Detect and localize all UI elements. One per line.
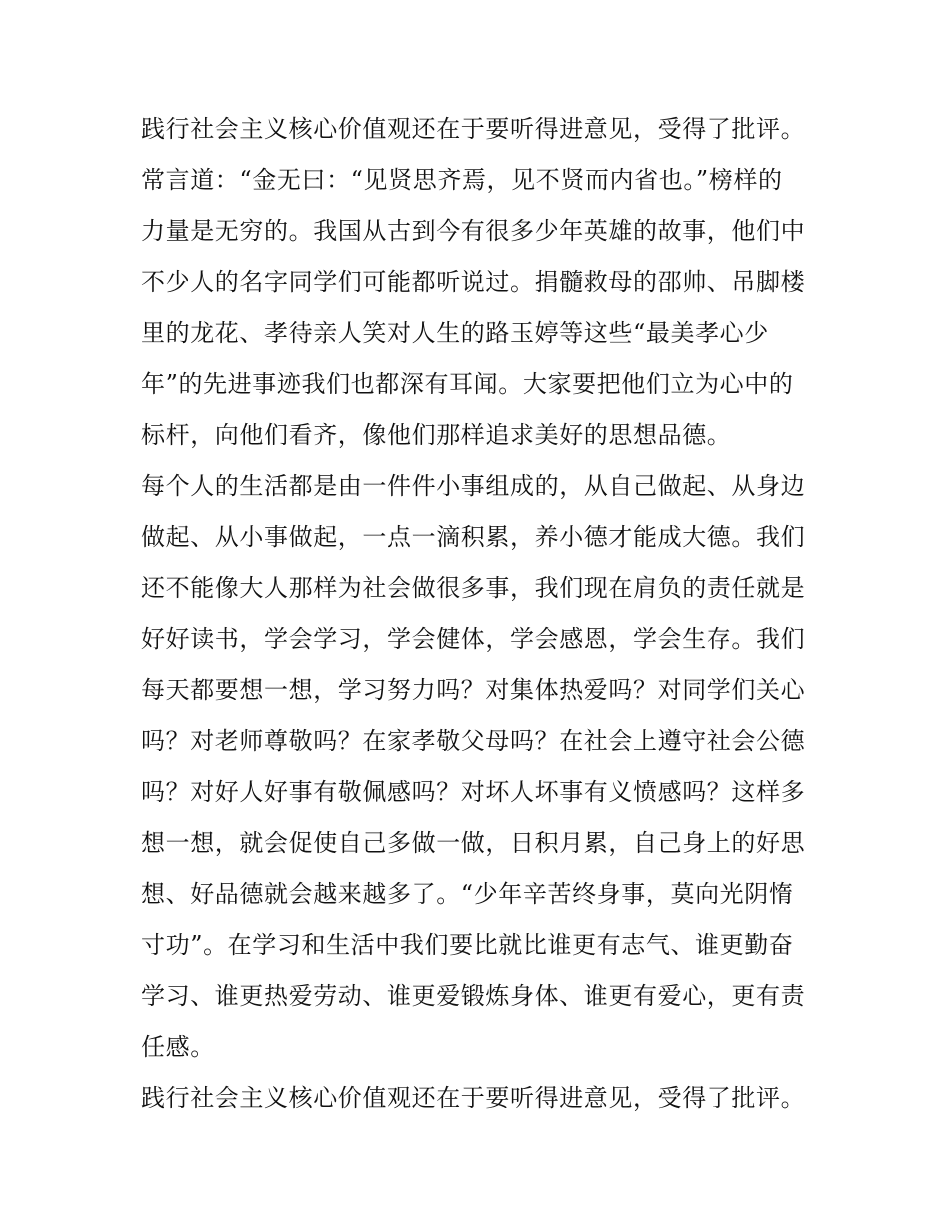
text-line: 践行社会主义核心价值观还在于要听得进意见，受得了批评。 xyxy=(141,115,806,143)
text-line: 践行社会主义核心价值观还在于要听得进意见，受得了批评。 xyxy=(141,1084,806,1112)
text-line: 还不能像大人那样为社会做很多事，我们现在肩负的责任就是 xyxy=(141,574,806,602)
text-line: 里的龙花、孝待亲人笑对人生的路玉婷等这些“最美孝心少 xyxy=(141,319,769,347)
text-line: 标杆，向他们看齐，像他们那样追求美好的思想品德。 xyxy=(141,421,732,449)
text-line: 吗？对好人好事有敬佩感吗？对坏人坏事有义愤感吗？这样多 xyxy=(141,778,806,806)
text-line: 不少人的名字同学们可能都听说过。捐髓救母的邵帅、吊脚楼 xyxy=(141,268,806,296)
text-line: 每个人的生活都是由一件件小事组成的，从自己做起、从身边 xyxy=(141,472,806,500)
text-line: 每天都要想一想，学习努力吗？对集体热爱吗？对同学们关心 xyxy=(141,676,806,704)
text-line: 学习、谁更热爱劳动、谁更爱锻炼身体、谁更有爱心，更有责 xyxy=(141,982,806,1010)
text-line: 想、好品德就会越来越多了。“少年辛苦终身事，莫向光阴惰 xyxy=(141,880,794,908)
text-line: 想一想，就会促使自己多做一做，日积月累，自己身上的好思 xyxy=(141,829,806,857)
text-line: 年”的先进事迹我们也都深有耳闻。大家要把他们立为心中的 xyxy=(141,370,794,398)
text-line: 任感。 xyxy=(141,1033,215,1061)
text-line: 寸功”。在学习和生活中我们要比就比谁更有志气、谁更勤奋 xyxy=(141,931,794,959)
text-line: 吗？对老师尊敬吗？在家孝敬父母吗？在社会上遵守社会公德 xyxy=(141,727,806,755)
text-line: 好好读书，学会学习，学会健体，学会感恩，学会生存。我们 xyxy=(141,625,806,653)
text-line: 常言道：“金无曰：“见贤思齐焉，见不贤而内省也。”榜样的 xyxy=(141,166,783,194)
text-line: 做起、从小事做起，一点一滴积累，养小德才能成大德。我们 xyxy=(141,523,806,551)
text-line: 力量是无穷的。我国从古到今有很多少年英雄的故事，他们中 xyxy=(141,217,806,245)
